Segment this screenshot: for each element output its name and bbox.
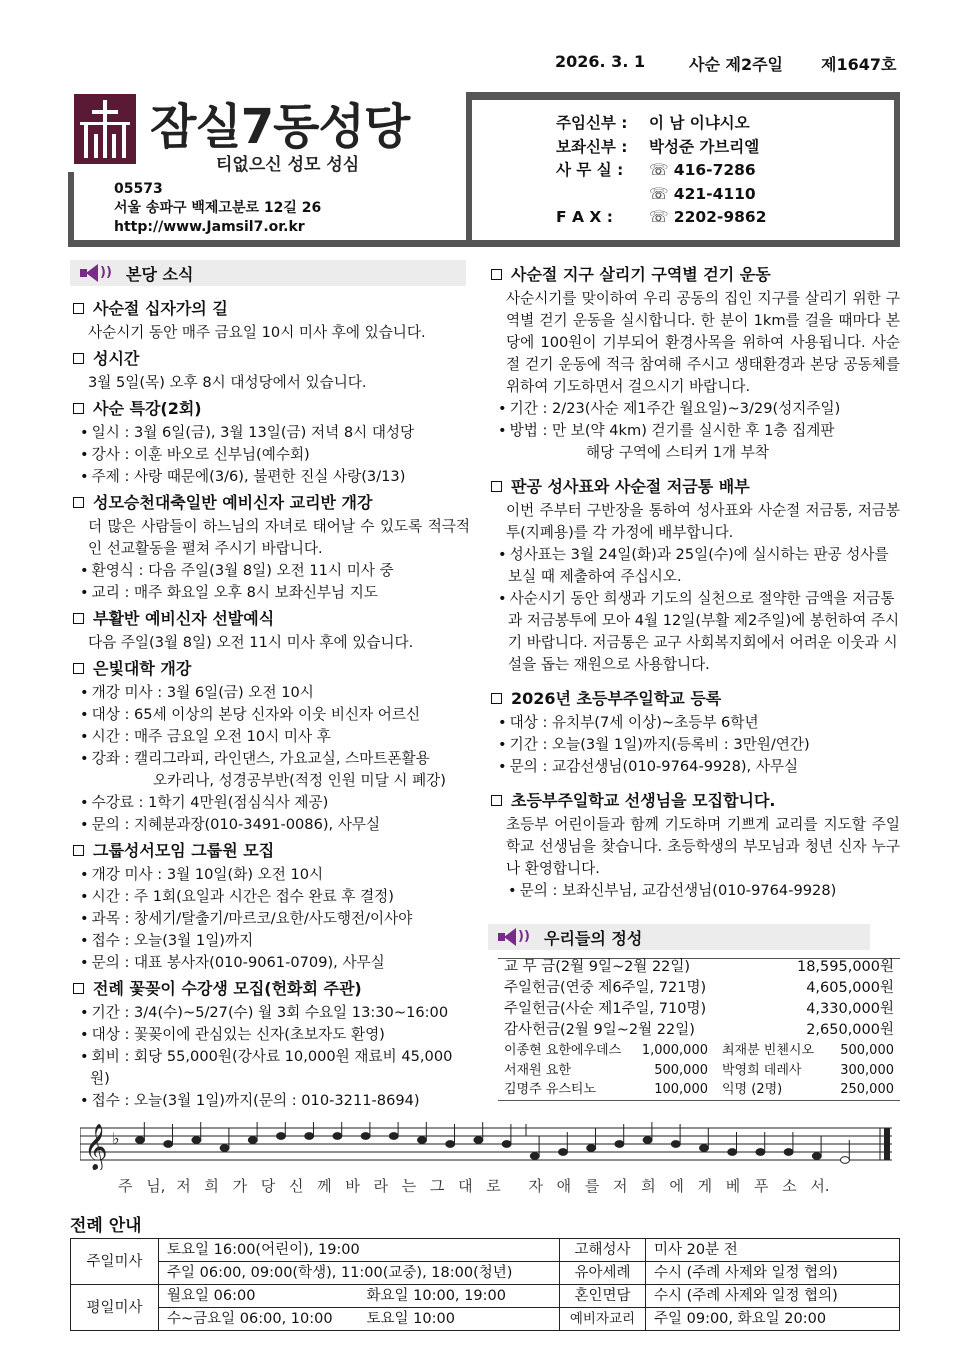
lyric-syllable: 당	[260, 1177, 276, 1195]
news-item-title	[70, 490, 470, 516]
offering-label: 감사헌금(2월 9일~2월 22일)	[504, 1022, 695, 1038]
music-note-icon	[474, 1137, 483, 1144]
masthead	[68, 92, 900, 247]
sunday-mass-sunday: 주일 06:00, 09:00(학생), 11:00(교중), 18:00(청년)	[159, 1262, 560, 1285]
news-item-title	[70, 346, 470, 372]
news-item-detail: • 기간 : 2/23(사순 제1주간 월요일)~3/29(성지주일)	[488, 398, 900, 420]
street-address: 서울 송파구 백제고분로 12길 26	[114, 200, 322, 216]
lyric-syllable: 애	[556, 1177, 572, 1195]
news-item-detail: • 수강료 : 1학기 4만원(점심식사 제공)	[70, 792, 470, 814]
confession-value: 미사 20분 전	[646, 1239, 900, 1262]
news-item-title	[70, 296, 470, 322]
offering-amount: 2,650,000원	[806, 1022, 894, 1038]
staff-row	[556, 206, 767, 230]
staff-label	[556, 183, 649, 207]
lyric-syllable: 서.	[810, 1177, 830, 1195]
schedule-title: 전례 안내	[70, 1216, 142, 1236]
weekday-mass-tuesday: 화요일 10:00, 19:00	[359, 1285, 560, 1308]
parish-logo-icon	[74, 94, 136, 164]
news-item-detail: • 접수 : 오늘(3월 1일)까지	[70, 930, 470, 952]
news-item-title-text: 부활반 예비신자 선발예식	[93, 609, 275, 628]
news-item-title-text: 사순절 지구 살리기 구역별 걷기 운동	[511, 265, 771, 284]
checkbox-square-icon	[491, 693, 502, 704]
catechumen-value: 주일 09:00, 화요일 20:00	[646, 1308, 900, 1331]
section-header-offerings	[488, 924, 870, 950]
music-note-icon	[389, 1133, 398, 1140]
speaker-icon: ))	[496, 926, 530, 948]
news-item-title	[70, 838, 470, 864]
lyric-syllable: 신	[288, 1177, 304, 1195]
news-item-detail: • 대상 : 65세 이상의 본당 신자와 이웃 비신자 어르신	[70, 704, 470, 726]
news-item-detail: • 시간 : 주 1회(요일과 시간은 접수 완료 후 결정)	[70, 886, 470, 908]
music-note-icon	[502, 1141, 511, 1148]
news-item-detail: • 문의 : 지혜분과장(010-3491-0086), 사무실	[70, 814, 470, 836]
lyric-syllable: 라	[373, 1177, 388, 1195]
lyric-syllable: 소	[782, 1177, 797, 1195]
donor-amount: 250,000	[840, 1082, 894, 1097]
donor-name: 최재분 빈첸시오	[722, 1043, 815, 1058]
lyric-syllable: 로	[486, 1177, 501, 1195]
mass-schedule-table	[70, 1238, 900, 1331]
issue-number: 제1647호	[821, 55, 897, 74]
news-item-title	[70, 396, 470, 422]
news-item-detail: 해당 구역에 스티커 1개 부착	[586, 444, 769, 461]
catechumen-label: 예비자교리	[560, 1308, 646, 1331]
staff-label: 보좌신부 :	[556, 137, 628, 156]
offering-amount: 4,605,000원	[806, 980, 894, 996]
news-item-detail: • 일시 : 3월 6일(금), 3월 13일(금) 저녁 8시 대성당	[70, 422, 470, 444]
news-item-text: 다음 주일(3월 8일) 오전 11시 미사 후에 있습니다.	[88, 634, 414, 651]
masthead-rule	[466, 92, 900, 100]
news-item-detail: • 개강 미사 : 3월 6일(금) 오전 10시	[70, 682, 470, 704]
sunday-mass-label: 주일미사	[71, 1239, 159, 1285]
checkbox-square-icon	[491, 269, 502, 280]
news-item-title-text: 전례 꽃꽂이 수강생 모집(헌화회 주관)	[93, 979, 362, 998]
donor-name: 익명 (2명)	[722, 1082, 783, 1097]
staff-value: ☏ 2202-9862	[649, 208, 767, 226]
lyric-syllable: 가	[232, 1177, 248, 1195]
offering-amount: 4,330,000원	[806, 1001, 894, 1017]
news-item-title-text: 은빛대학 개강	[93, 659, 192, 678]
news-item-text: 이번 주부터 구반장을 통하여 성사표와 사순절 저금통, 저금봉투(지폐용)를 각 가정에 배부합니다.	[506, 502, 900, 541]
donor-amount: 500,000	[840, 1043, 894, 1058]
news-item-text: 더 많은 사람들이 하느님의 자녀로 태어날 수 있도록 적극적인 선교활동을 펼쳐 주시기 바랍니다.	[88, 518, 470, 557]
music-note-icon	[248, 1137, 257, 1144]
issue-info	[555, 52, 900, 75]
lyric-syllable: 에	[669, 1177, 684, 1195]
lyric-syllable: 희	[204, 1177, 219, 1195]
marriage-interview-label: 혼인면담	[560, 1285, 646, 1308]
news-item-title-text: 그룹성서모임 그룹원 모집	[93, 841, 275, 860]
parish-patron: 티없으신 성모 성심	[216, 155, 360, 175]
music-note-icon	[220, 1145, 229, 1152]
news-item-title	[70, 976, 470, 1002]
checkbox-square-icon	[73, 353, 84, 364]
section-title: 우리들의 정성	[544, 928, 643, 948]
lyric-syllable: 님,	[146, 1177, 166, 1195]
section-title: 본당 소식	[126, 264, 194, 284]
news-item-detail: • 문의 : 대표 봉사자(010-9061-0709), 사무실	[70, 952, 470, 974]
checkbox-square-icon	[491, 795, 502, 806]
checkbox-square-icon	[73, 983, 84, 994]
music-note-icon	[305, 1133, 314, 1140]
offering-amount: 18,595,000원	[796, 959, 894, 975]
music-note-icon	[643, 1137, 652, 1144]
lyric-syllable: 께	[317, 1177, 332, 1195]
music-note-icon	[277, 1133, 286, 1140]
checkbox-square-icon	[73, 403, 84, 414]
donor-name: 서재원 요한	[504, 1062, 571, 1078]
music-note-icon	[587, 1145, 596, 1152]
music-note-icon	[615, 1141, 624, 1148]
news-item-text: 사순시기 동안 매주 금요일 10시 미사 후에 있습니다.	[88, 324, 426, 341]
donor-name: 박영희 데레사	[722, 1062, 802, 1078]
donor-name: 김명주 유스티노	[504, 1082, 597, 1097]
lyric-syllable: 저	[176, 1177, 191, 1195]
offering-row	[498, 1020, 900, 1041]
section-header-parish-news	[70, 260, 466, 286]
news-item-detail: • 대상 : 유치부(7세 이상)~초등부 6학년	[488, 712, 900, 734]
lyric-syllable: 대	[458, 1177, 473, 1195]
lyric-syllable: 바	[345, 1177, 360, 1195]
news-item-detail: • 기간 : 오늘(3월 1일)까지(등록비 : 3만원/연간)	[488, 734, 900, 756]
music-note-icon	[361, 1133, 370, 1140]
music-note-icon	[671, 1141, 680, 1148]
infant-baptism-label: 유아세례	[560, 1262, 646, 1285]
flat-sign-icon: ♭	[112, 1129, 120, 1148]
news-item-title-text: 초등부주일학교 선생님을 모집합니다.	[511, 791, 776, 810]
liturgical-season: 사순 제2주일	[689, 55, 783, 74]
lyric-syllable: 자	[528, 1177, 543, 1195]
news-item-detail: • 대상 : 꽃꽂이에 관심있는 신자(초보자도 환영)	[70, 1024, 470, 1046]
staff-row	[556, 112, 767, 136]
hymn-staff	[80, 1122, 892, 1170]
donor-row	[498, 1041, 900, 1061]
news-item-detail: • 기간 : 3/4(수)~5/27(수) 월 3회 수요일 13:30~16:00	[70, 1002, 470, 1024]
left-column	[70, 292, 470, 1112]
music-note-icon	[136, 1137, 145, 1144]
offering-label: 주일헌금(연중 제6주일, 721명)	[504, 980, 707, 996]
news-item-detail: • 개강 미사 : 3월 10일(화) 오전 10시	[70, 864, 470, 886]
staff-row	[556, 183, 767, 207]
checkbox-square-icon	[73, 303, 84, 314]
offering-row	[498, 978, 900, 999]
checkbox-square-icon	[73, 663, 84, 674]
weekday-mass-label: 평일미사	[71, 1285, 159, 1331]
news-item-text: 초등부 어린이들과 함께 기도하며 기쁘게 교리를 지도할 주일학교 선생님을 찾습니다. 초등학생의 부모님과 청년 신자 누구나 환영합니다.	[506, 816, 900, 877]
music-note-icon	[559, 1149, 568, 1156]
offerings-table	[498, 957, 900, 1100]
music-note-icon	[728, 1149, 737, 1156]
treble-clef-icon: 𝄞	[84, 1124, 108, 1170]
donor-amount: 500,000	[654, 1062, 708, 1078]
news-item-detail: • 회비 : 회당 55,000원(강사료 10,000원 재료비 45,000원)	[70, 1046, 470, 1090]
weekday-mass-wed-fri: 수~금요일 06:00, 10:00	[159, 1308, 359, 1331]
music-note-icon	[418, 1137, 427, 1144]
news-item-detail: • 문의 : 교감선생님(010-9764-9928), 사무실	[488, 756, 900, 778]
music-note-icon	[446, 1141, 455, 1148]
music-note-icon	[164, 1141, 173, 1148]
offering-label: 교 무 금(2월 9일~2월 22일)	[504, 959, 691, 975]
weekday-mass-monday: 월요일 06:00	[159, 1285, 359, 1308]
news-item-title-text: 사순 특강(2회)	[93, 399, 202, 418]
music-note-icon	[784, 1149, 793, 1156]
news-item-title	[488, 788, 900, 814]
postcode: 05573	[114, 181, 163, 197]
news-item-detail: • 성사표는 3월 24일(화)과 25일(수)에 실시하는 판공 성사를 보실 때 제출하여 주십시오.	[488, 544, 900, 588]
lyric-syllable: 게	[697, 1177, 713, 1195]
news-item-detail: • 강사 : 이훈 바오로 신부님(예수회)	[70, 444, 470, 466]
donor-name: 이종현 요한에우데스	[504, 1043, 622, 1058]
news-item-title-text: 2026년 초등부주일학교 등록	[511, 689, 722, 708]
lyric-syllable: 푸	[753, 1177, 769, 1195]
lyric-syllable: 주	[118, 1177, 133, 1195]
news-item-detail: • 교리 : 매주 화요일 오후 8시 보좌신부님 지도	[70, 582, 470, 604]
lyric-syllable: 저	[613, 1177, 628, 1195]
news-item-title	[70, 656, 470, 682]
checkbox-square-icon	[491, 481, 502, 492]
music-note-icon	[700, 1145, 709, 1152]
news-item-title-text: 사순절 십자가의 길	[93, 299, 228, 318]
offering-row	[498, 957, 900, 978]
news-item-title-text: 판공 성사표와 사순절 저금통 배부	[511, 477, 750, 496]
staff-value: ☏ 416-7286	[649, 161, 756, 179]
staff-value: ☏ 421-4110	[649, 184, 756, 203]
news-item-detail: • 주제 : 사랑 때문에(3/6), 불편한 진실 사랑(3/13)	[70, 466, 470, 488]
news-item-title	[488, 474, 900, 500]
donor-row	[498, 1080, 900, 1100]
staff-label: F A X :	[556, 208, 613, 226]
infant-baptism-value: 수시 (주례 사제와 일정 협의)	[646, 1262, 900, 1285]
staff-row	[556, 136, 767, 160]
offering-label: 주일헌금(사순 제1주일, 710명)	[504, 1001, 707, 1017]
news-item-detail: • 강좌 : 캘리그라피, 라인댄스, 가요교실, 스마트폰활용	[70, 748, 470, 770]
marriage-interview-value: 수시 (주례 사제와 일정 협의)	[646, 1285, 900, 1308]
news-item-title	[70, 606, 470, 632]
offering-row	[498, 999, 900, 1020]
news-item-detail: • 접수 : 오늘(3월 1일)까지(문의 : 010-3211-8694)	[70, 1090, 470, 1112]
music-note-icon	[192, 1137, 201, 1144]
parish-name: 잠실7동성당	[150, 99, 410, 155]
checkbox-square-icon	[73, 845, 84, 856]
news-item-title	[488, 262, 900, 288]
checkbox-square-icon	[73, 613, 84, 624]
checkbox-square-icon	[73, 497, 84, 508]
donor-amount: 1,000,000	[641, 1043, 708, 1058]
lyric-syllable: 희	[641, 1177, 656, 1195]
staff-label: 주임신부 :	[556, 114, 628, 132]
news-item-detail: • 시간 : 매주 금요일 오전 10시 미사 후	[70, 726, 470, 748]
news-item-text: 사순시기를 맞이하여 우리 공동의 집인 지구를 살리기 위한 구역별 걷기 운동을 실시합니다. 한 분이 1km를 걸을 때마다 본당에 100원이 기부되어 환경사목을 위하여 사용됩니다. 사순절 걷기 운동에 적극 참여해 주시고 생태환경과 본당 공동체를 위하여 기도하면서 걸으시기 바랍니다.	[506, 290, 900, 395]
news-item-detail: • 환영식 : 다음 주일(3월 8일) 오전 11시 미사 중	[70, 560, 470, 582]
staff-value: 이 남 이냐시오	[649, 114, 750, 132]
sunday-mass-saturday: 토요일 16:00(어린이), 19:00	[159, 1239, 560, 1262]
lyric-syllable: 베	[725, 1177, 741, 1195]
confession-label: 고해성사	[560, 1239, 646, 1262]
news-item-title	[488, 686, 900, 712]
music-note-icon	[530, 1153, 539, 1160]
news-item-detail: • 사순시기 동안 희생과 기도의 실천으로 절약한 금액을 저금통과 저금봉투에 모아 4월 12일(부활 제2주일)에 봉헌하여 주시기 바랍니다. 저금통은 교구 사회복지회에서 어려운 이웃과 시설을 돕는 재원으로 사용합니다.	[488, 588, 900, 676]
music-note-icon	[812, 1153, 821, 1160]
donor-amount: 300,000	[840, 1062, 894, 1078]
music-note-icon	[841, 1157, 850, 1164]
news-item-title-text: 성모승천대축일반 예비신자 교리반 개강	[93, 493, 373, 512]
donor-amount: 100,000	[654, 1082, 708, 1097]
staff-label: 사 무 실 :	[556, 161, 624, 179]
music-note-icon	[333, 1133, 342, 1140]
donor-row	[498, 1061, 900, 1081]
staff-row	[556, 159, 767, 183]
news-item-text: 3월 5일(목) 오후 8시 대성당에서 있습니다.	[88, 374, 367, 391]
website-link[interactable]: http://www.Jamsil7.or.kr	[114, 219, 305, 235]
lyric-syllable: 는	[401, 1177, 417, 1195]
parish-address	[114, 180, 321, 237]
lyric-syllable: 그	[429, 1177, 445, 1195]
news-item-title-text: 성시간	[93, 349, 140, 368]
issue-date: 2026. 3. 1	[555, 52, 646, 71]
news-item-detail: • 문의 : 보좌신부님, 교감선생님(010-9764-9928)	[488, 880, 900, 902]
music-note-icon	[756, 1149, 765, 1156]
lyric-syllable: 를	[584, 1177, 600, 1195]
news-item-detail: • 과목 : 창세기/탈출기/마르코/요한/사도행전/이사야	[70, 908, 470, 930]
staff-value: 박성준 가브리엘	[649, 137, 760, 156]
news-item-detail: 오카리나, 성경공부반(적정 인원 미달 시 폐강)	[153, 772, 446, 789]
weekday-mass-saturday: 토요일 10:00	[359, 1308, 560, 1331]
news-item-detail: • 방법 : 만 보(약 4km) 걷기를 실시한 후 1층 집계판	[488, 420, 900, 442]
staff-contacts	[556, 112, 767, 230]
right-column	[488, 258, 900, 902]
hymn-lyrics	[118, 1175, 858, 1196]
speaker-icon: ))	[78, 262, 112, 284]
